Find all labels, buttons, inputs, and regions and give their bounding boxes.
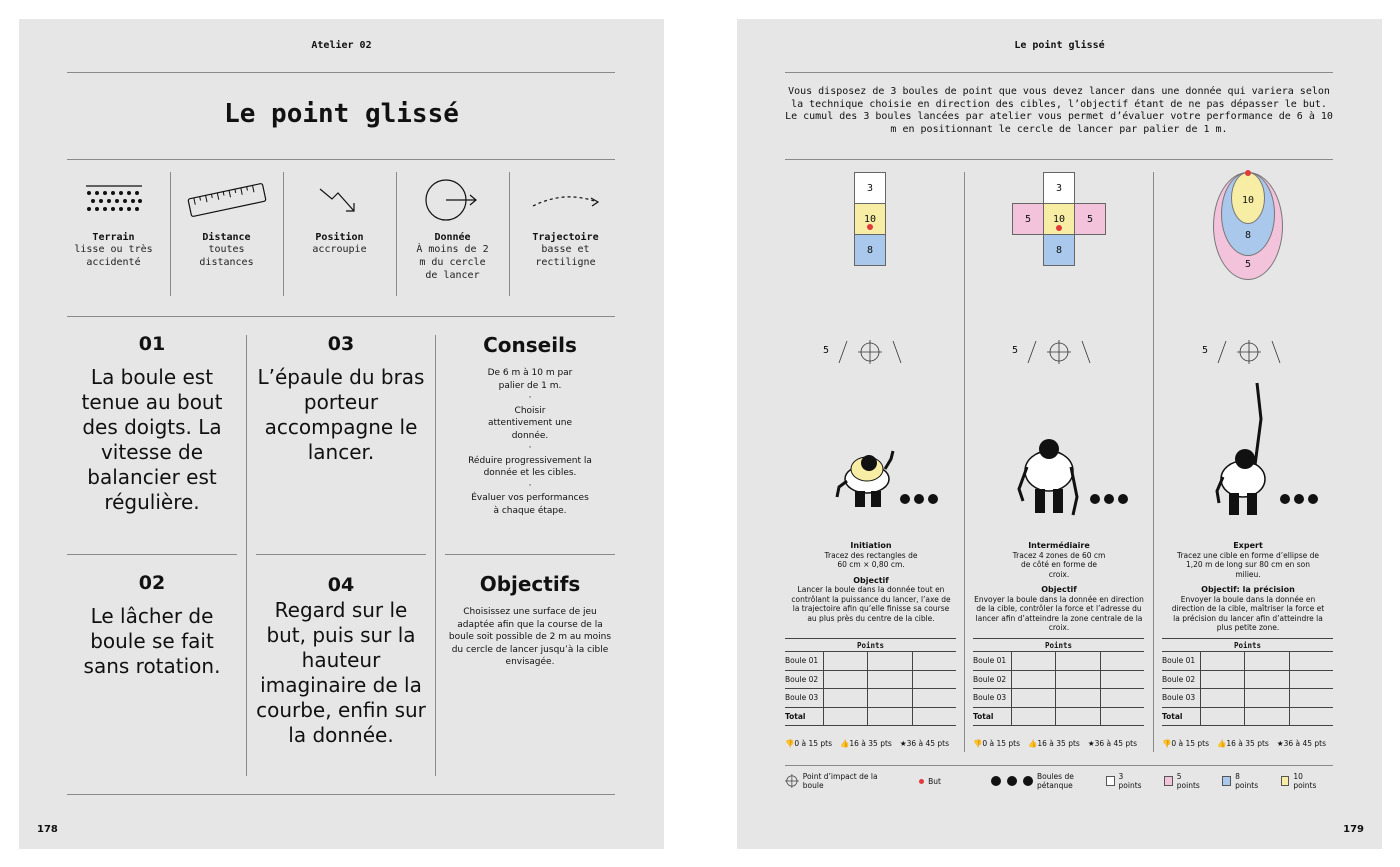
star-icon: ★	[1087, 739, 1095, 748]
conseil-item: Choisir attentivement une donnée.	[487, 405, 573, 441]
table-row: Total	[1162, 708, 1333, 727]
but-marker	[1245, 170, 1251, 176]
objectifs: Objectifs Choisissez une surface de jeu adaptée afin que la course de la boule soit possible de 2 m au moins du cercle de lancer jusqu’à la cible envisagée.	[448, 572, 612, 667]
feature-terrain: Terrain lisse ou très accidenté	[57, 174, 170, 269]
right-page: Le point glissé Vous disposez de 3 boules de point que vous devez lancer dans une donnée qui variera selon la technique choisie en direction des cibles, l’objectif étant de ne pas dépasser le but. Le cumul des 3 boules lancées par atelier vous permet d’évaluer votre performance de 6 à 10 m en positionnant le cercle de lancer par palier de 1 m. 3 10 8 3 5 10 5 8 10 8 5 5 5 5 Initiation Tracez des rectangles de 60 cm × 0,80 cm. Objectif Lancer la boule dans la donnée tout en contrôlant la puissance du lancer, l’axe de la trajectoire afin qu’elle finisse sa course au plus près du centre de la cible. Intermédiaire Tracez 4 zones de 60 cm de côté en forme de croix. Objectif Envoyer la boule dans la donnée en direction de la cible, contrôler la force et l’adresse du lancer afin d’atteindre la zone centrale de la croix. Expert Tracez une cible en forme d’ellipse de 1,20 m de long sur 80 cm en son milieu. Objectif: la précision Envoyer la boule dans la donnée en direction de la cible, maîtriser la force et la précision du lancer afin d’atteindre la plus petite zone. Points Boule 01 Boule 02 Boule 03 Total Points Boule 01 Boule 02 Boule 03 Total Points Boule 01 Boule 02 Boule 03 Total 👎0 à 15 pts 👍16 à 35 pts ★36 à 45 pts 👎0 à 15 pts 👍16 à 35 pts ★36 à 45 pts 👎0 à 15 pts 👍16 à 35 pts ★36 à 45 pts Point d’impact de la boule But Boules de pétanque 3 points 5 points 8 points 10 points 179	[737, 19, 1382, 849]
level-intermediaire: Intermédiaire Tracez 4 zones de 60 cm de côté en forme de croix. Objectif Envoyer la boule dans la donnée en direction de la cible, contrôler la force et l’adresse du lancer afin d’atteindre la zone centrale de la croix.	[974, 541, 1144, 632]
crosshair-icon	[1216, 339, 1282, 365]
table-row: Boule 02	[785, 671, 956, 690]
thumbs-up-icon: 👍	[1028, 739, 1038, 748]
conseil-item: Réduire progressivement la donnée et les cibles.	[468, 455, 592, 478]
feature-distance: Distance toutes distances	[170, 174, 283, 269]
feature-trajectoire: Trajectoire basse et rectiligne	[509, 174, 622, 269]
star-icon: ★	[1276, 739, 1284, 748]
step-02: 02 Le lâcher de boule se fait sans rotation.	[83, 572, 221, 678]
circle-arrow-icon	[424, 177, 482, 223]
player-intermediaire-illustration	[1015, 427, 1145, 527]
left-page	[19, 19, 664, 849]
table-row: Boule 02	[1162, 671, 1333, 690]
step-01: 01 La boule est tenue au bout des doigts. La vitesse de balancier est régulière.	[81, 333, 223, 514]
crosshair-icon	[785, 773, 799, 789]
crosshair-icon	[1026, 339, 1092, 365]
terrain-dots-icon	[84, 182, 144, 218]
thumbs-up-icon: 👍	[840, 739, 850, 748]
page-number: 179	[1343, 824, 1364, 835]
conseils: Conseils De 6 m à 10 m par palier de 1 m. · Choisir attentivement une donnée. · Réduire progressivement la donnée et les cibles. · Évaluer vos performances à chaque étape.	[445, 333, 615, 517]
divider	[67, 159, 615, 160]
divider	[67, 316, 615, 317]
boules-icon	[991, 776, 1033, 786]
points-table: Points Boule 01 Boule 02 Boule 03 Total	[1162, 638, 1333, 726]
table-row: Boule 03	[785, 689, 956, 708]
table-row: Total	[785, 708, 956, 727]
page-title: Le point glissé	[224, 99, 459, 129]
conseil-item: De 6 m à 10 m par palier de 1 m.	[487, 368, 573, 391]
page-header: Le point glissé	[1014, 40, 1105, 51]
page-header: Atelier 02	[311, 40, 372, 51]
table-row: Boule 03	[1162, 689, 1333, 708]
aim-mark: 5	[1202, 339, 1282, 365]
aim-mark: 5	[823, 339, 903, 365]
player-initiation-illustration	[833, 447, 963, 515]
legend: Point d’impact de la boule But Boules de pétanque 3 points 5 points 8 points 10 points	[785, 772, 1333, 790]
thumbs-down-icon: 👎	[1162, 739, 1172, 748]
level-initiation: Initiation Tracez des rectangles de 60 cm × 0,80 cm. Objectif Lancer la boule dans la donnée tout en contrôlant la puissance du lancer, l’axe de la trajectoire afin qu’elle finisse sa course au plus près du centre de la cible.	[791, 541, 951, 623]
thumbs-down-icon: 👎	[785, 739, 795, 748]
aim-mark: 5	[1012, 339, 1092, 365]
step-04: 04 Regard sur le but, puis sur la hauteur imaginaire de la courbe, enfin sur la donnée.	[256, 574, 426, 747]
level-expert: Expert Tracez une cible en forme d’ellipse de 1,20 m de long sur 80 cm en son milieu. Objectif: la précision Envoyer la boule dans la donnée en direction de la cible, maîtriser la force et la précision du lancer afin d’atteindre la plus petite zone.	[1171, 541, 1325, 632]
player-expert-illustration	[1209, 379, 1339, 527]
score-scale: 👎0 à 15 pts 👍16 à 35 pts ★36 à 45 pts	[785, 739, 950, 748]
feature-donnee: Donnée À moins de 2 m du cercle de lancer	[396, 174, 509, 282]
ruler-icon	[185, 180, 269, 220]
step-03: 03 L’épaule du bras porteur accompagne le lancer.	[257, 333, 425, 464]
table-row: Boule 02	[973, 671, 1144, 690]
points-table: Points Boule 01 Boule 02 Boule 03 Total	[785, 638, 956, 726]
dashed-trajectory-icon	[529, 188, 603, 212]
but-marker	[1056, 225, 1062, 231]
crouch-arrow-icon	[316, 183, 364, 217]
table-row: Boule 01	[785, 652, 956, 671]
feature-position: Position accroupie	[283, 174, 396, 256]
but-marker	[867, 224, 873, 230]
score-scale: 👎0 à 15 pts 👍16 à 35 pts ★36 à 45 pts	[1162, 739, 1327, 748]
crosshair-icon	[837, 339, 903, 365]
swatch-3	[1106, 776, 1115, 786]
page-number: 178	[37, 824, 58, 835]
table-row: Boule 01	[1162, 652, 1333, 671]
divider	[67, 72, 615, 73]
swatch-5	[1164, 776, 1173, 786]
thumbs-up-icon: 👍	[1217, 739, 1227, 748]
star-icon: ★	[899, 739, 907, 748]
intro-text: Vous disposez de 3 boules de point que vous devez lancer dans une donnée qui variera selon la technique choisie en direction des cibles, l’objectif étant de ne pas dépasser le but. Le cumul des 3 boules lancées par atelier vous permet d’évaluer votre performance de 6 à 10 m en positionnant le cercle de lancer par palier de 1 m.	[785, 86, 1333, 135]
conseil-item: Évaluer vos performances à chaque étape.	[471, 493, 589, 516]
table-row: Boule 03	[973, 689, 1144, 708]
swatch-8	[1222, 776, 1231, 786]
table-row: Total	[973, 708, 1144, 727]
score-scale: 👎0 à 15 pts 👍16 à 35 pts ★36 à 45 pts	[973, 739, 1138, 748]
swatch-10	[1281, 776, 1290, 786]
divider	[67, 794, 615, 795]
thumbs-down-icon: 👎	[973, 739, 983, 748]
but-dot-icon	[919, 779, 924, 784]
table-row: Boule 01	[973, 652, 1144, 671]
points-table: Points Boule 01 Boule 02 Boule 03 Total	[973, 638, 1144, 726]
